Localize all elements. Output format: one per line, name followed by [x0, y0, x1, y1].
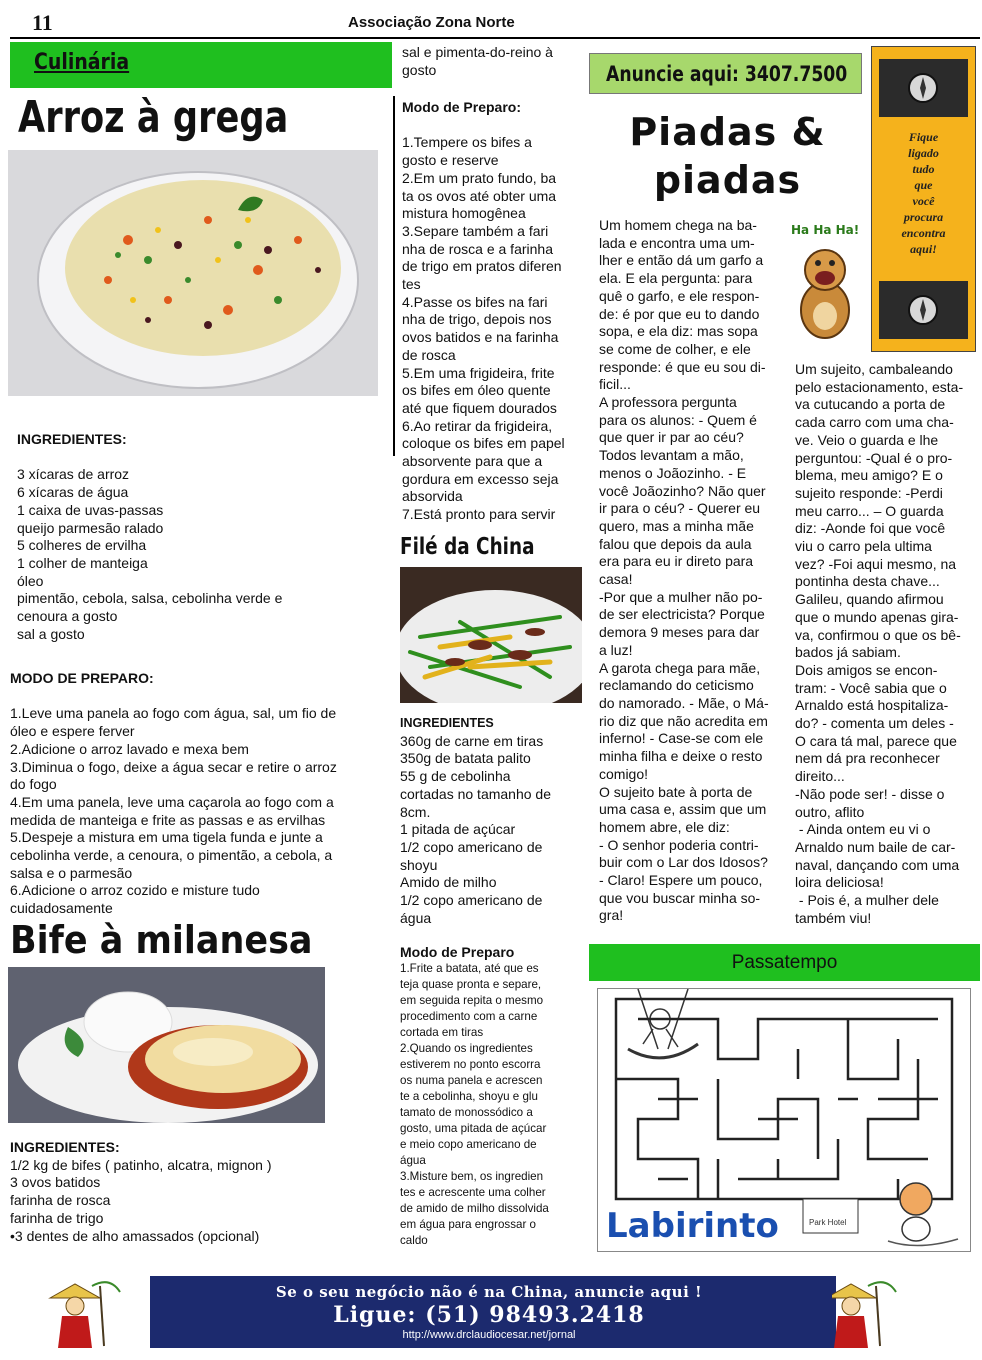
- method-line: em água para engrossar o: [400, 1218, 536, 1231]
- method-line: óleo e espere ferver: [10, 723, 135, 740]
- joke-line: Um sujeito, cambaleando: [795, 361, 953, 377]
- ad-banner: [589, 53, 862, 94]
- joke-line: ve. Veio o guarda e lhe: [795, 431, 939, 448]
- side-ad-line: procura: [903, 210, 944, 224]
- ingredient-line: 1/2 kg de bifes ( patinho, alcatra, mignon ): [10, 1156, 272, 1173]
- ingredients-heading: INGREDIENTES:: [10, 1139, 120, 1155]
- method-line: cuidadosamente: [10, 900, 113, 917]
- joke-line: viu o carro pela ultima: [795, 538, 932, 555]
- method-line: gosto e reserve: [402, 152, 499, 169]
- joke-line: perguntou: -Qual é o pro-: [795, 449, 953, 466]
- joke-line: - O senhor poderia contri-: [599, 836, 759, 853]
- ingredient-line: 3 ovos batidos: [10, 1174, 101, 1191]
- method-line: os numa panela e acrescen: [400, 1074, 543, 1087]
- joke-line: demora 9 meses para dar: [599, 624, 760, 641]
- joke-line: de ser electricista? Porque: [599, 606, 765, 623]
- joke-line: homem abre, ele diz:: [599, 818, 730, 835]
- side-ad-line: aqui!: [910, 242, 937, 256]
- joke-line: va cutucando a porta de: [795, 396, 946, 413]
- joke-line: outro, aflito: [795, 803, 865, 820]
- joke-line: lher e então dá um garfo a: [599, 252, 764, 269]
- ingredient-line: 1/2 copo americano de: [400, 838, 543, 855]
- joke-line: para os alunos: - Quem é: [599, 411, 757, 428]
- method-line: 2.Quando os ingredientes: [400, 1042, 533, 1055]
- method-line: água: [400, 1154, 426, 1167]
- method-line: gosto, uma pitada de açúcar: [400, 1122, 547, 1135]
- hotel-sign-text: Park Hotel: [809, 1218, 847, 1227]
- joke-line: O cara tá mal, parece que: [795, 732, 957, 749]
- joke-line: vez? -Foi aqui mesmo, na: [795, 555, 957, 572]
- joke-line: casa!: [599, 571, 633, 588]
- joke-line: comigo!: [599, 765, 649, 782]
- method-line: tamato de monossódico a: [400, 1106, 533, 1119]
- ingredient-line: 1 caixa de uvas-passas: [17, 501, 164, 518]
- joke-line: ficil...: [599, 376, 631, 393]
- joke-line: gra!: [599, 907, 624, 924]
- file-ingredients: [400, 715, 584, 927]
- method-line: 5.Despeje a mistura em uma tigela funda e junte a: [10, 829, 323, 846]
- bife-continued-ingredient: [402, 44, 582, 79]
- haha-label: Ha Ha Ha!: [791, 223, 860, 237]
- method-line: 2.Adicione o arroz lavado e mexa bem: [10, 740, 249, 757]
- ingredient-line: 360g de carne em tiras: [400, 732, 544, 749]
- joke-line: que vou buscar minha so-: [599, 889, 761, 906]
- method-heading: MODO DE PREPARO:: [10, 670, 154, 686]
- chinese-figure-icon: [832, 1276, 982, 1348]
- recipe-title-bife: Bife à milanesa: [10, 918, 313, 962]
- maze-title: Labirinto: [606, 1206, 779, 1246]
- joke-line: inferno! - Case-se com ele: [599, 730, 764, 747]
- ingredient-line: farinha de rosca: [10, 1192, 111, 1209]
- joke-line: sujeito responde: -Perdi: [795, 484, 943, 501]
- joke-line: blema, meu amigo? E o: [795, 467, 943, 484]
- ingredients-heading: INGREDIENTES:: [17, 431, 127, 447]
- method-line: ovos batidos e na farinha: [402, 329, 559, 346]
- joke-line: que quer ir par ao céu?: [599, 429, 744, 446]
- method-line: 7.Está pronto para servir: [402, 506, 556, 523]
- recipe-title-arroz: Arroz à grega: [18, 92, 289, 143]
- joke-line: meu carro... – O guarda: [795, 502, 944, 519]
- ingredient-line: cenoura a gosto: [17, 608, 118, 625]
- header-rule: [10, 37, 980, 39]
- ingredient-line: pimentão, cebola, salsa, cebolinha verde e: [17, 590, 283, 607]
- method-line: 4.Em uma panela, leve uma caçarola ao fogo com a: [10, 793, 334, 810]
- method-line: salsa e o parmesão: [10, 864, 133, 881]
- side-ad-text: [872, 129, 975, 257]
- ingredients-heading: INGREDIENTES: [400, 716, 494, 730]
- page-number: 11: [32, 10, 53, 35]
- method-line: 1.Leve uma panela ao fogo com água, sal, um fio de: [10, 705, 337, 722]
- joke-line: de: é por que eu to dando: [599, 305, 760, 322]
- method-line: ta os ovos até obter uma: [402, 187, 557, 204]
- joke-line: cada carro com uma cha-: [795, 414, 954, 431]
- joke-line: A garota chega para mãe,: [599, 659, 761, 676]
- puzzle-section-title: Passatempo: [731, 952, 838, 973]
- joke-line: va, confirmou o que os bê-: [795, 626, 961, 643]
- compass-icon: [879, 281, 968, 339]
- side-ad-line: encontra: [901, 226, 946, 240]
- joke-line: falou que depois da aula: [599, 535, 752, 552]
- file-photo: [400, 567, 582, 703]
- method-line: nha de rosca e a farinha: [402, 240, 553, 257]
- method-line: 6.Adicione o arroz cozido e misture tudo: [10, 882, 260, 899]
- ingredient-line: óleo: [17, 572, 44, 589]
- joke-line: Arnaldo está hospitaliza-: [795, 697, 949, 714]
- joke-line: você Joãozinho? Não quer: [599, 482, 766, 499]
- ingredient-line: sal a gosto: [17, 625, 85, 642]
- joke-line: se come de colher, e ele: [599, 340, 751, 357]
- ingredient-line: queijo parmesão ralado: [17, 519, 164, 536]
- joke-line: menos o Joãozinho. - E: [599, 464, 747, 481]
- jokes-title-line: Piadas &: [629, 110, 826, 154]
- joke-line: minha filha e deixe o resto: [599, 748, 763, 765]
- laughing-character-icon: [785, 218, 865, 343]
- method-line: gordura em excesso seja: [402, 470, 559, 487]
- method-heading: Modo de Preparo:: [402, 99, 522, 115]
- method-line: 1.Tempere os bifes a: [402, 134, 532, 151]
- footer-text-box: [152, 1276, 826, 1348]
- ingredient-line: Amido de milho: [400, 874, 497, 891]
- joke-line: ir para o céu? - Querer eu: [599, 500, 761, 517]
- ingredient-line: 55 g de cebolinha: [400, 768, 511, 785]
- ingredient-line: farinha de trigo: [10, 1209, 104, 1226]
- side-ad-line: Fique: [908, 130, 939, 144]
- file-method: [400, 943, 584, 1249]
- maze-puzzle: [597, 988, 971, 1252]
- footer-url[interactable]: http://www.drclaudiocesar.net/jornal: [402, 1329, 576, 1341]
- method-line: estiverem no ponto escorra: [400, 1058, 541, 1071]
- method-line: tes e acrescente uma colher: [400, 1186, 546, 1199]
- joke-line: - Pois é, a mulher dele: [795, 892, 939, 909]
- section-label-bar: [10, 42, 392, 88]
- joke-line: O sujeito bate à porta de: [599, 783, 753, 800]
- method-line: em seguida repita o mesmo: [400, 994, 544, 1007]
- spacer: [17, 449, 387, 467]
- method-line: 1.Frite a batata, até que es: [400, 962, 539, 975]
- joke-line: bados já sabiam.: [795, 644, 901, 661]
- joke-line: Arnaldo num baile de car-: [795, 838, 956, 855]
- bife-ingredients: [10, 1139, 390, 1245]
- joke-line: - Claro! Espere um pouco,: [599, 872, 763, 889]
- footer-phone: Ligue: (51) 98493.2418: [333, 1302, 645, 1328]
- method-line: te a cebolinha, shoyu e glu: [400, 1090, 538, 1103]
- jokes-title: [600, 108, 855, 204]
- spacer: [10, 688, 390, 706]
- joke-line: nem dá pra reconhecer: [795, 750, 940, 767]
- method-line: absorvida: [402, 488, 463, 505]
- side-ad-line: você: [912, 194, 935, 208]
- method-line: cortada em tiras: [400, 1026, 484, 1039]
- jokes-column-2: [795, 361, 980, 928]
- ingredient-line: •3 dentes de alho amassados (opcional): [10, 1227, 260, 1244]
- method-line: e meio copo americano de: [400, 1138, 537, 1151]
- ingredient-line: sal e pimenta-do-reino à: [402, 44, 553, 60]
- joke-line: do namorado. - Mãe, o Má-: [599, 694, 769, 711]
- joke-line: quero, mas a minha mãe: [599, 517, 754, 534]
- jokes-column-1: [599, 217, 784, 925]
- joke-line: A professora pergunta: [599, 394, 737, 411]
- method-heading: Modo de Preparo: [400, 944, 515, 960]
- joke-line: a luz!: [599, 641, 633, 658]
- compass-icon: [879, 59, 968, 117]
- joke-line: lada e encontra uma um-: [599, 234, 755, 251]
- method-line: do fogo: [10, 776, 57, 793]
- arroz-ingredients: [17, 431, 387, 643]
- joke-line: tram: - Você sabia que o: [795, 679, 947, 696]
- method-line: 6.Ao retirar da frigideira,: [402, 417, 553, 434]
- recipe-title-file: Filé da China: [400, 534, 535, 560]
- joke-line: também viu!: [795, 909, 872, 926]
- section-label: Culinária: [34, 50, 130, 75]
- spacer: [402, 117, 584, 135]
- bife-photo: [8, 967, 325, 1123]
- newsletter-title: Associação Zona Norte: [348, 14, 515, 31]
- chinese-figure-icon: [0, 1276, 150, 1348]
- arroz-method: [10, 670, 390, 918]
- side-ad-line: tudo: [912, 162, 935, 176]
- method-line: coloque os bifes em papel: [402, 435, 565, 452]
- method-line: 3.Misture bem, os ingredien: [400, 1170, 544, 1183]
- jokes-title-line: piadas: [653, 158, 802, 202]
- method-line: cebolinha verde, a cenoura, o pimentão, a cebola, a: [10, 847, 333, 864]
- method-line: 2.Em um prato fundo, ba: [402, 169, 557, 186]
- joke-line: -Por que a mulher não po-: [599, 588, 763, 605]
- column-divider: [393, 96, 395, 456]
- ingredient-line: 3 xícaras de arroz: [17, 466, 130, 483]
- joke-line: - Ainda ontem eu vi o: [795, 821, 931, 838]
- side-ad: [871, 46, 976, 352]
- ad-banner-text: Anuncie aqui: 3407.7500: [606, 62, 848, 86]
- method-line: teja quase pronta e separe,: [400, 978, 542, 991]
- ingredient-line: 1 pitada de açúcar: [400, 821, 516, 838]
- ingredient-line: gosto: [402, 61, 437, 78]
- method-line: 3.Separe também a fari: [402, 222, 549, 239]
- method-line: absorvente para que a: [402, 453, 543, 470]
- joke-line: do? - comenta um deles -: [795, 715, 954, 732]
- ingredient-line: 6 xícaras de água: [17, 484, 129, 501]
- method-line: 3.Diminua o fogo, deixe a água secar e retire o arroz: [10, 758, 337, 775]
- joke-line: Galileu, quando afirmou: [795, 591, 944, 608]
- joke-line: pontinha desta chave...: [795, 573, 940, 590]
- joke-line: diz: -Aonde foi que você: [795, 520, 946, 537]
- joke-line: -Não pode ser! - disse o: [795, 785, 945, 802]
- footer-ad: [0, 1276, 982, 1348]
- method-line: medida de manteiga e frite as passas e as ervilhas: [10, 811, 326, 828]
- ingredient-line: água: [400, 909, 432, 926]
- joke-line: direito...: [795, 768, 845, 785]
- joke-line: quê o garfo, e ele respon-: [599, 287, 760, 304]
- joke-line: Todos levantam a mão,: [599, 447, 744, 464]
- joke-line: buir com o Lar dos Idosos?: [599, 854, 768, 871]
- joke-line: loira deliciosa!: [795, 874, 884, 891]
- bife-method: [402, 99, 584, 524]
- joke-line: era para eu ir direto para: [599, 553, 754, 570]
- puzzle-section-bar: [589, 944, 980, 981]
- joke-line: pelo estacionamento, esta-: [795, 378, 964, 395]
- ingredient-line: shoyu: [400, 856, 438, 873]
- ingredient-line: 5 colheres de ervilha: [17, 537, 147, 554]
- joke-line: sopa, e ela diz: mas sopa: [599, 323, 758, 340]
- joke-line: Um homem chega na ba-: [599, 217, 757, 233]
- method-line: 5.Em uma frigideira, frite: [402, 364, 555, 381]
- joke-line: naval, dançando com uma: [795, 856, 960, 873]
- method-line: de amido de milho dissolvida: [400, 1202, 549, 1215]
- method-line: de rosca: [402, 346, 456, 363]
- joke-line: uma casa e, assim que um: [599, 801, 767, 818]
- method-line: 4.Passe os bifes na fari: [402, 293, 548, 310]
- method-line: de trigo em pratos diferen: [402, 258, 562, 275]
- side-ad-line: ligado: [908, 146, 939, 160]
- ingredient-line: 1 colher de manteiga: [17, 554, 148, 571]
- joke-line: Dois amigos se encon-: [795, 661, 938, 678]
- method-line: mistura homogênea: [402, 205, 526, 222]
- ingredient-line: 1/2 copo americano de: [400, 892, 543, 909]
- joke-line: ela. E ela pergunta: para: [599, 270, 753, 287]
- method-line: caldo: [400, 1234, 428, 1247]
- hotel-sign-icon: [803, 1199, 858, 1233]
- method-line: tes: [402, 276, 421, 293]
- method-line: até que fiquem dourados: [402, 399, 557, 416]
- ingredient-line: 350g de batata palito: [400, 750, 531, 767]
- method-line: os bifes em óleo quente: [402, 382, 551, 399]
- footer-slogan: Se o seu negócio não é na China, anuncie aqui !: [275, 1283, 703, 1301]
- joke-line: rio diz que não acredita em: [599, 712, 768, 729]
- arroz-photo: [8, 150, 378, 396]
- ingredient-line: cortadas no tamanho de: [400, 785, 551, 802]
- method-line: procedimento com a carne: [400, 1010, 538, 1023]
- method-line: nha de trigo, depois nos: [402, 311, 552, 328]
- joke-line: que o mundo apenas gira-: [795, 608, 959, 625]
- joke-line: responde: é que eu sou di-: [599, 358, 766, 375]
- side-ad-line: que: [914, 178, 933, 192]
- ingredient-line: 8cm.: [400, 803, 431, 820]
- joke-line: reclamando do ceticismo: [599, 677, 754, 694]
